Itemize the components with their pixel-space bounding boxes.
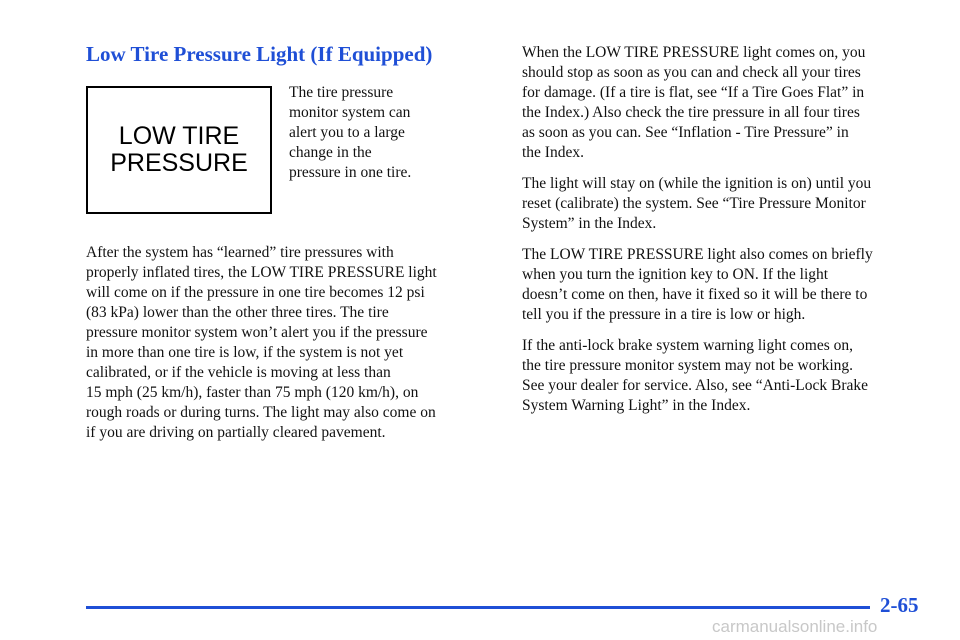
indicator-line-1: LOW TIRE [118,122,240,150]
body-line: if you are driving on partially cleared pavement. [86,424,386,441]
caption-line: monitor system can [289,104,411,121]
body-line: When the LOW TIRE PRESSURE light comes on, you [522,44,866,61]
body-line: If the anti-lock brake system warning light comes on, [522,337,854,354]
body-line: will come on if the pressure in one tire becomes 12 psi [86,284,425,301]
body-line: System” in the Index. [522,215,657,232]
body-line: the Index.) Also check the tire pressure in all four tires [522,104,860,121]
caption-line: pressure in one tire. [289,164,412,181]
paragraph-light-stays-on [522,174,932,234]
body-line: tell you if the pressure in a tire is low or high. [522,306,806,323]
body-line: calibrated, or if the vehicle is moving at less than [86,364,391,381]
body-line: (83 kPa) lower than the other three tires. The tire [86,304,389,321]
right-column [522,43,932,427]
caption-line: alert you to a large [289,124,405,141]
body-line: the Index. [522,144,584,161]
body-line: reset (calibrate) the system. See “Tire Pressure Monitor [522,195,866,212]
body-line: The light will stay on (while the ignition is on) until you [522,175,872,192]
body-line: 15 mph (25 km/h), faster than 75 mph (120 km/h), on [86,384,419,401]
body-line: for damage. (If a tire is flat, see “If a Tire Goes Flat” in [522,84,865,101]
body-line: pressure monitor system won’t alert you if the pressure [86,324,428,341]
body-line: when you turn the ignition key to ON. If the light [522,266,829,283]
indicator-caption [289,83,469,183]
body-line: in more than one tire is low, if the system is not yet [86,344,404,361]
body-line: After the system has “learned” tire pressures with [86,244,394,261]
caption-line: The tire pressure [289,84,394,101]
caption-line: change in the [289,144,372,161]
body-line: properly inflated tires, the LOW TIRE PRESSURE light [86,264,437,281]
body-line: doesn’t come on then, have it fixed so it will be there to [522,286,868,303]
low-tire-pressure-indicator [86,86,272,214]
body-line: System Warning Light” in the Index. [522,397,751,414]
footer-rule [86,606,870,609]
left-body-paragraph [86,243,496,443]
body-line: The LOW TIRE PRESSURE light also comes on briefly [522,246,873,263]
body-line: the tire pressure monitor system may not be working. [522,357,854,374]
page-number: 2-65 [880,593,919,617]
paragraph-abs-warning [522,336,932,416]
indicator-line-2: PRESSURE [110,149,248,177]
body-line: as soon as you can. See “Inflation - Tire Pressure” in [522,124,849,141]
body-line: See your dealer for service. Also, see “Anti-Lock Brake [522,377,869,394]
body-line: rough roads or during turns. The light may also come on [86,404,436,421]
paragraph-bulb-check [522,245,932,325]
body-line: should stop as soon as you can and check all your tires [522,64,861,81]
paragraph-light-comes-on [522,43,932,163]
watermark: carmanualsonline.info [712,617,878,636]
section-title: Low Tire Pressure Light (If Equipped) [86,42,433,66]
